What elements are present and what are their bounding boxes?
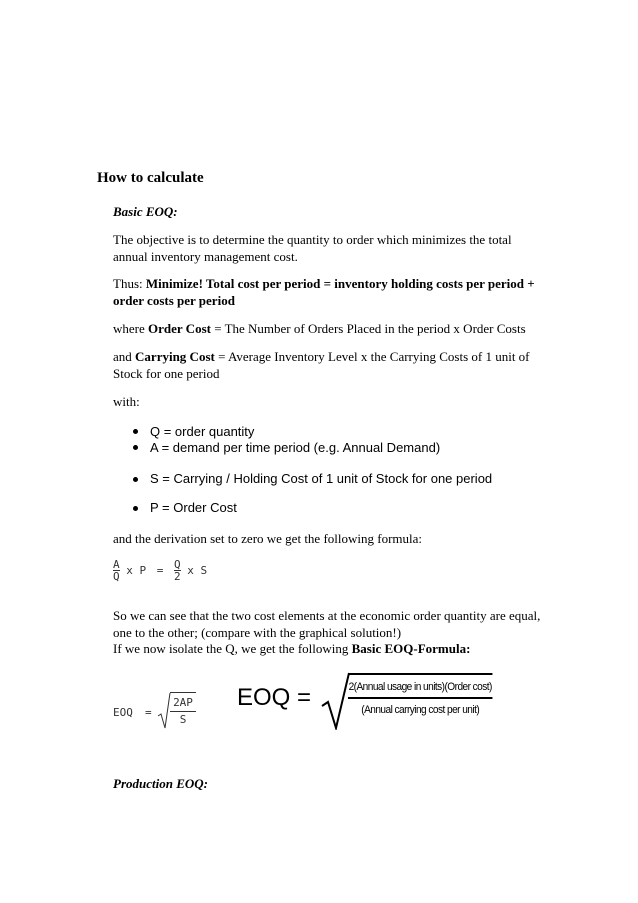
carrying-cost-line-1: [113, 348, 530, 365]
large-denominator: (Annual carrying cost per unit): [348, 697, 492, 717]
conclusion-line-2: one to the other; (compare with the graphical solution!): [113, 625, 402, 640]
large-radicand: [348, 673, 492, 717]
thus-line-1: [113, 275, 535, 292]
conclusion-line-1: So we can see that the two cost elements at the economic order quantity are equal,: [113, 608, 541, 623]
bullet-item-q: Q = order quantity: [150, 424, 255, 439]
order-cost-definition: = The Number of Orders Placed in the period x Order Costs: [210, 321, 526, 336]
conclusion-prefix: If we now isolate the Q, we get the following: [113, 641, 352, 656]
carrying-cost-term: Carrying Cost: [135, 349, 215, 364]
radicand: [170, 692, 196, 725]
carrying-cost-prefix: and: [113, 349, 136, 364]
with-label: with:: [113, 394, 140, 409]
numerator-a: A: [113, 558, 120, 571]
carrying-cost-definition: = Average Inventory Level x the Carrying Costs of 1 unit of: [214, 349, 530, 364]
objective-line-1: The objective is to determine the quantity to order which minimizes the total: [113, 232, 512, 247]
numerator-2ap: 2AP: [173, 696, 193, 709]
times-s: x S: [187, 564, 208, 577]
equals-sign: =: [145, 706, 152, 719]
derivation-text: and the derivation set to zero we get the following formula:: [113, 531, 423, 546]
thus-prefix: Thus:: [113, 276, 146, 291]
equals-sign: =: [156, 564, 164, 577]
denominator-two: 2: [174, 570, 181, 583]
basic-eoq-formula-label: Basic EOQ-Formula:: [351, 641, 471, 656]
bullet-item-p: P = Order Cost: [150, 500, 237, 515]
denominator-s: S: [170, 711, 196, 725]
eoq-label: EOQ: [113, 706, 133, 719]
numerator-q: Q: [174, 558, 181, 571]
times-p: x P: [126, 564, 147, 577]
bullet-item-s: S = Carrying / Holding Cost of 1 unit of Stock for one period: [150, 471, 493, 486]
bullet-dot: [133, 429, 138, 434]
carrying-cost-line-2: Stock for one period: [113, 366, 220, 381]
fraction-q-over-2: [174, 559, 181, 582]
eoq-graphic-formula: [237, 672, 507, 732]
bullet-dot: [133, 445, 138, 450]
fraction-a-over-q: [113, 559, 120, 582]
order-cost-term: Order Cost: [148, 321, 211, 336]
large-numerator: 2(Annual usage in units)(Order cost): [348, 681, 492, 693]
thus-line-2: order costs per period: [113, 293, 235, 308]
sqrt-radical-icon: [157, 692, 171, 730]
production-eoq-heading: Production EOQ:: [113, 776, 208, 791]
bullet-dot: [133, 477, 138, 482]
order-cost-prefix: where: [113, 321, 149, 336]
page-title: How to calculate: [97, 170, 204, 186]
objective-line-2: annual inventory management cost.: [113, 249, 298, 264]
denominator-q: Q: [113, 570, 120, 583]
thus-bold-1: Minimize! Total cost per period = inventory holding costs per period +: [145, 276, 535, 291]
basic-eoq-heading: Basic EOQ:: [113, 204, 178, 219]
bullet-item-a: A = demand per time period (e.g. Annual Demand): [150, 440, 441, 455]
sqrt-radical-icon: [321, 672, 351, 730]
cost-equality-formula: [113, 559, 207, 582]
conclusion-line-3: [113, 640, 470, 657]
eoq-large-label: EOQ =: [237, 684, 312, 711]
bullet-dot: [133, 506, 138, 511]
order-cost-line: [113, 320, 526, 337]
